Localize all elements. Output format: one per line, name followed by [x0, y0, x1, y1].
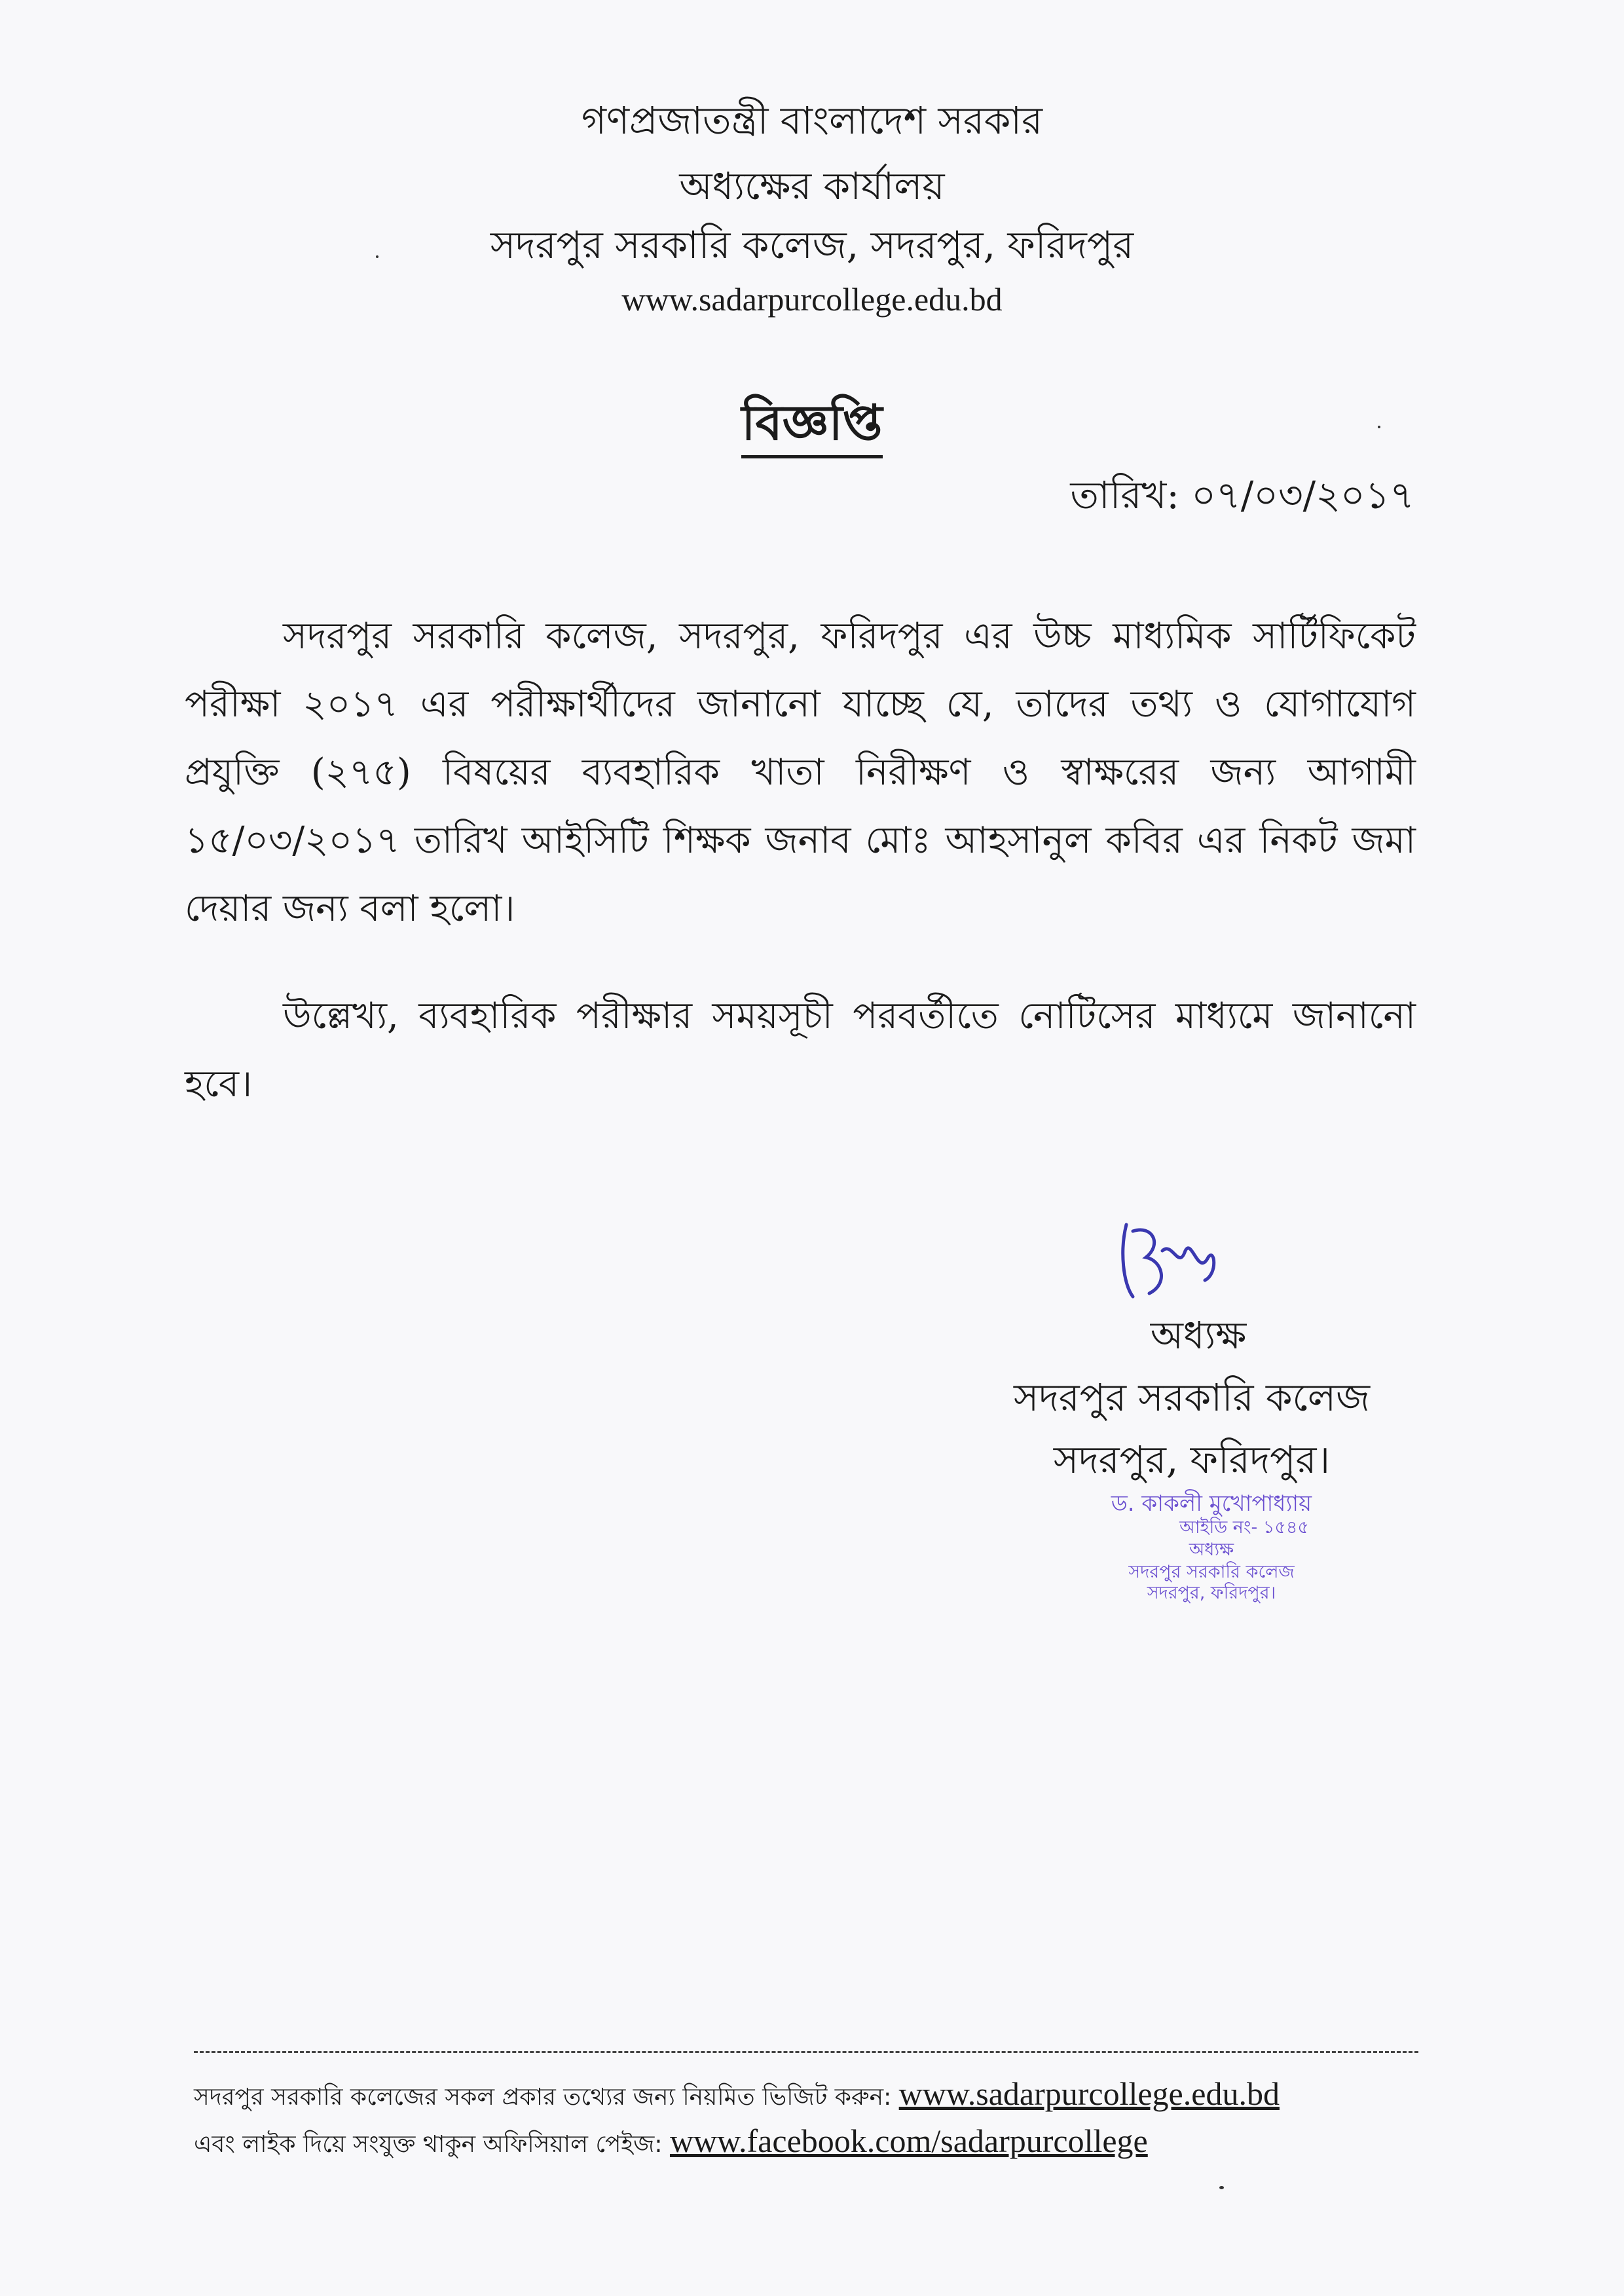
- scan-speck: [1219, 2186, 1224, 2189]
- signatory-place: সদরপুর, ফরিদপুর।: [1053, 1437, 1331, 1482]
- footer-dashed-divider: [194, 2051, 1418, 2053]
- notice-paragraph-1: সদরপুর সরকারি কলেজ, সদরপুর, ফরিদপুর এর উচ্চ মাধ্যমিক সার্টিফিকেট পরীক্ষা ২০১৭ এর পরীক্ষার্থীদের জানানো যাচ্ছে যে, তাদের তথ্য ও যোগাযোগ প্রযুক্তি (২৭৫) বিষয়ের ব্যবহারিক খাতা নিরীক্ষণ ও স্বাক্ষরের জন্য আগামী ১৫/০৩/২০১৭ তারিখ আইসিটি শিক্ষক জনাব মোঃ আহসানুল কবির এর নিকট জমা দেয়ার জন্য বলা হলো।: [185, 615, 1416, 930]
- footer-website-text: সদরপুর সরকারি কলেজের সকল প্রকার তথ্যের জন্য নিয়মিত ভিজিট করুন:: [194, 2084, 892, 2111]
- seal-id: আইডি নং- ১৫৪৫: [1179, 1517, 1309, 1538]
- college-heading: সদরপুর সরকারি কলেজ, সদরপুর, ফরিদপুর: [490, 223, 1134, 267]
- footer-website-line: [194, 2075, 1280, 2119]
- handwritten-signature: [1100, 1212, 1231, 1316]
- notice-title-text: বিজ্ঞপ্তি: [741, 395, 882, 458]
- notice-title: [0, 386, 1624, 467]
- government-heading: গণপ্রজাতন্ত্রী বাংলাদেশ সরকার: [581, 98, 1043, 143]
- signatory-title: অধ্যক্ষ: [1150, 1313, 1247, 1358]
- footer-website-link[interactable]: www.sadarpurcollege.edu.bd: [898, 2075, 1280, 2112]
- notice-paragraph-2: উল্লেখ্য, ব্যবহারিক পরীক্ষার সময়সূচী পরবর্তীতে নোটিসের মাধ্যমে জানানো হবে।: [185, 995, 1416, 1105]
- seal-organization: সদরপুর সরকারি কলেজ: [1128, 1562, 1295, 1582]
- signatory-organization: সদরপুর সরকারি কলেজ: [1014, 1375, 1370, 1420]
- office-heading: অধ্যক্ষের কার্যালয়: [679, 164, 945, 208]
- scan-speck: [376, 255, 378, 258]
- footer-facebook-text: এবং লাইক দিয়ে সংযুক্ত থাকুন অফিসিয়াল পেইজ:: [194, 2131, 663, 2158]
- notice-date: তারিখ: ০৭/০৩/২০১৭: [1070, 473, 1414, 517]
- seal-name: ড. কাকলী মুখোপাধ্যায়: [1111, 1491, 1312, 1517]
- footer-facebook-link[interactable]: www.facebook.com/sadarpurcollege: [669, 2122, 1148, 2159]
- footer-facebook-line: [194, 2122, 1148, 2166]
- college-website: www.sadarpurcollege.edu.bd: [621, 281, 1003, 318]
- scan-speck: [1378, 426, 1380, 428]
- seal-place: সদরপুর, ফরিদপুর।: [1147, 1583, 1276, 1603]
- seal-title: অধ্যক্ষ: [1189, 1540, 1234, 1560]
